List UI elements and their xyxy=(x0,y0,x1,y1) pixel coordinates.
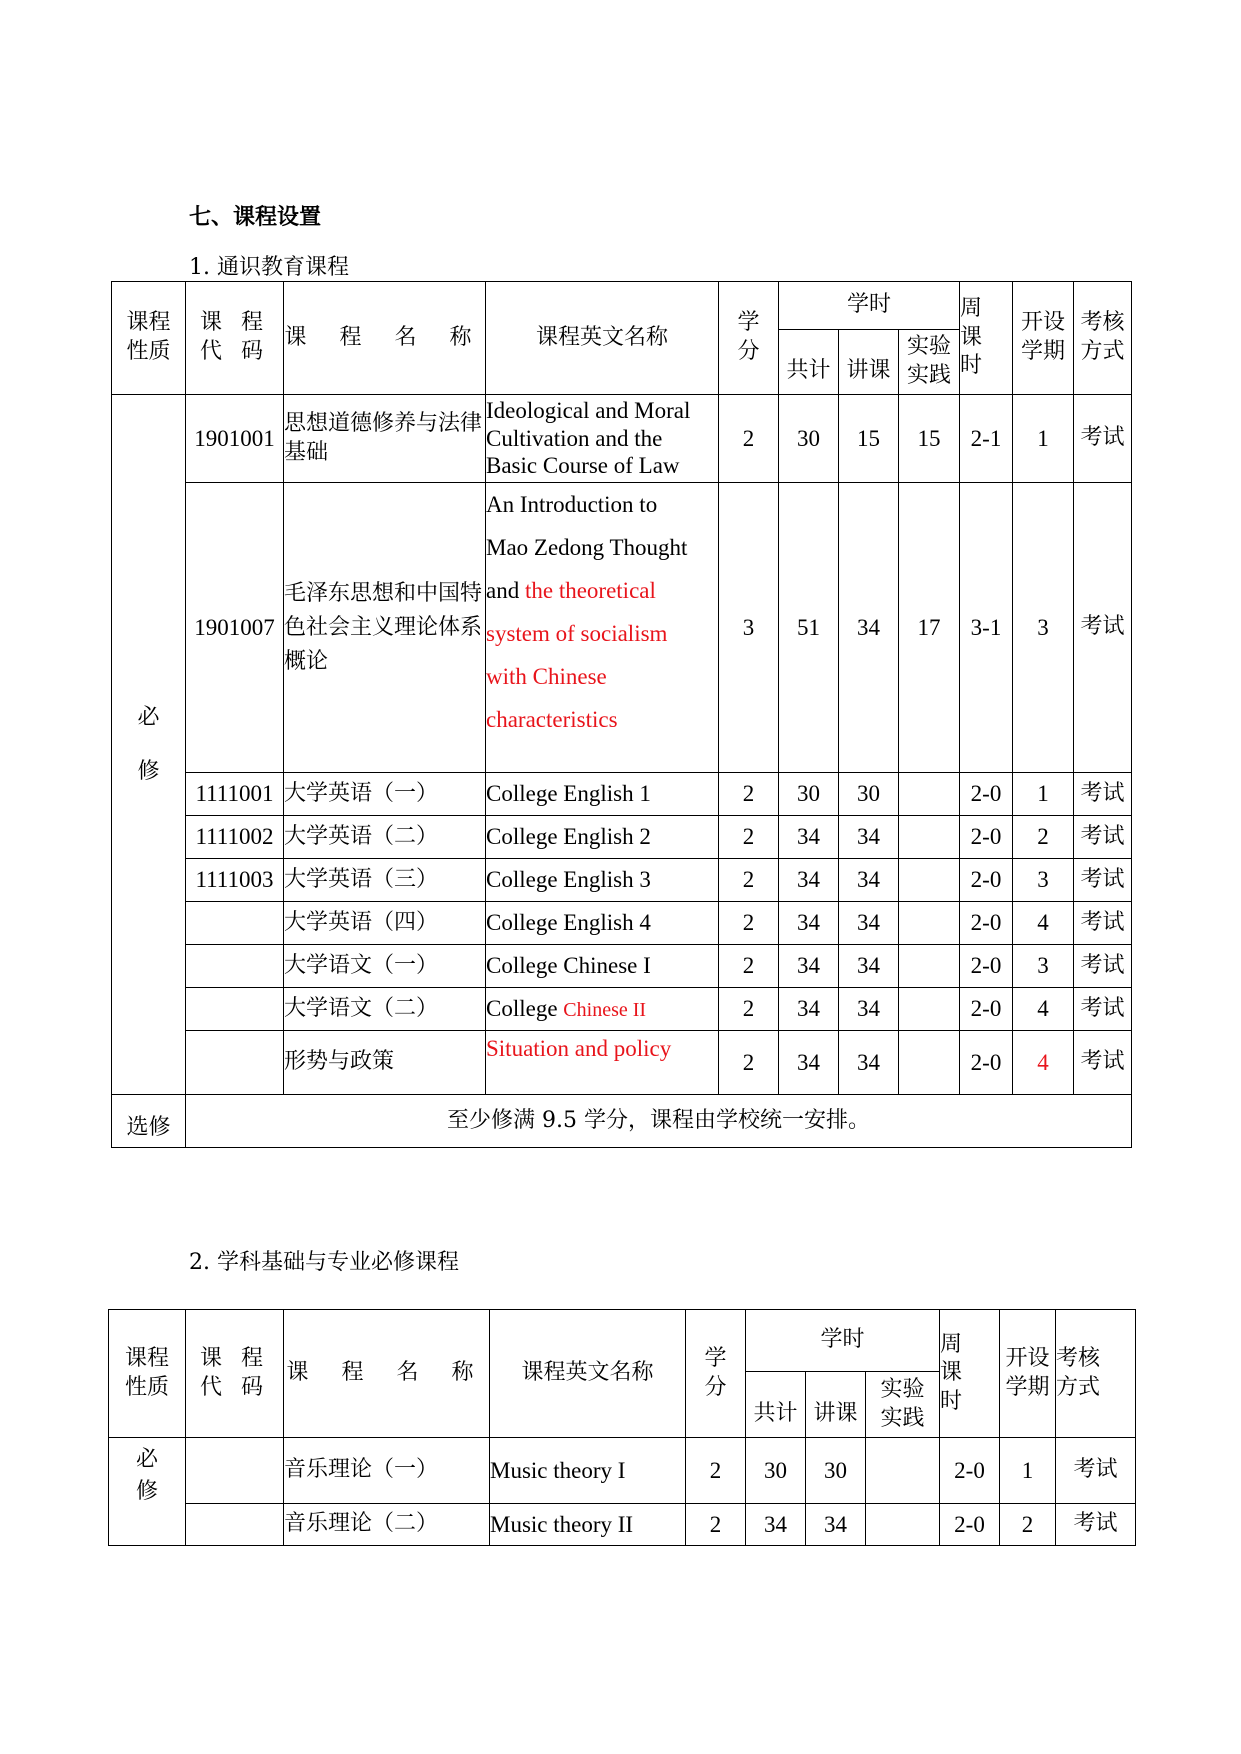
course-credit: 2 xyxy=(686,1438,746,1504)
course-total: 30 xyxy=(746,1438,806,1504)
table-row xyxy=(112,1031,1132,1095)
table-row xyxy=(112,395,1132,483)
table-row xyxy=(112,483,1132,773)
header-nature: 课程 性质 xyxy=(109,1310,186,1438)
course-weekly: 2-0 xyxy=(960,1031,1013,1095)
course-name: 思想道德修养与法律基础 xyxy=(284,395,486,483)
course-lab: 17 xyxy=(899,483,960,773)
course-code xyxy=(186,1438,284,1504)
course-name: 大学英语（一） xyxy=(284,773,486,816)
header-english: 课程英文名称 xyxy=(490,1310,686,1438)
course-total: 34 xyxy=(779,859,839,902)
course-credit: 2 xyxy=(719,773,779,816)
course-lab xyxy=(899,773,960,816)
header-lecture: 讲课 xyxy=(806,1372,866,1438)
course-credit: 2 xyxy=(719,395,779,483)
course-lecture: 34 xyxy=(839,988,899,1031)
course-english: Ideological and Moral Cultivation and the Basic Course of Law xyxy=(486,395,719,483)
course-semester: 3 xyxy=(1013,483,1074,773)
course-lab xyxy=(899,945,960,988)
course-semester: 1 xyxy=(1013,773,1074,816)
header-lab: 实验 实践 xyxy=(866,1372,940,1438)
table-row xyxy=(112,816,1132,859)
course-code: 1901001 xyxy=(186,395,284,483)
course-code: 1111001 xyxy=(186,773,284,816)
course-total: 34 xyxy=(779,988,839,1031)
header-total: 共计 xyxy=(779,330,839,395)
course-total: 34 xyxy=(779,945,839,988)
table-row xyxy=(112,773,1132,816)
course-total: 34 xyxy=(779,816,839,859)
course-lecture: 34 xyxy=(839,1031,899,1095)
course-weekly: 2-0 xyxy=(960,859,1013,902)
header-code: 课 程 代 码 xyxy=(186,1310,284,1438)
course-english: College English 3 xyxy=(486,859,719,902)
course-credit: 2 xyxy=(719,902,779,945)
course-semester: 2 xyxy=(1000,1504,1056,1546)
course-semester: 4 xyxy=(1013,902,1074,945)
course-lab xyxy=(899,859,960,902)
course-weekly: 2-0 xyxy=(960,816,1013,859)
course-english: Music theory I xyxy=(490,1438,686,1504)
course-total: 34 xyxy=(746,1504,806,1546)
course-name: 毛泽东思想和中国特色社会主义理论体系概论 xyxy=(284,483,486,773)
course-total: 30 xyxy=(779,773,839,816)
table-row xyxy=(112,859,1132,902)
header-exam: 考核 方式 xyxy=(1074,282,1132,395)
course-weekly: 2-0 xyxy=(960,988,1013,1031)
header-semester: 开设 学期 xyxy=(1000,1310,1056,1438)
course-english: College English 2 xyxy=(486,816,719,859)
course-code xyxy=(186,945,284,988)
course-semester: 3 xyxy=(1013,945,1074,988)
header-english: 课程英文名称 xyxy=(486,282,719,395)
course-total: 34 xyxy=(779,902,839,945)
table-row xyxy=(112,988,1132,1031)
header-credit: 学 分 xyxy=(719,282,779,395)
course-semester: 1 xyxy=(1000,1438,1056,1504)
course-exam: 考试 xyxy=(1056,1438,1136,1504)
course-lecture: 15 xyxy=(839,395,899,483)
course-weekly: 2-0 xyxy=(960,945,1013,988)
course-exam: 考试 xyxy=(1074,816,1132,859)
header-total: 共计 xyxy=(746,1372,806,1438)
course-lecture: 30 xyxy=(806,1438,866,1504)
header-weekly: 周 课 时 xyxy=(940,1310,1000,1438)
course-code xyxy=(186,902,284,945)
course-name: 大学英语（四） xyxy=(284,902,486,945)
course-english: College English 4 xyxy=(486,902,719,945)
course-code: 1111003 xyxy=(186,859,284,902)
course-lecture: 34 xyxy=(839,945,899,988)
header-nature: 课程 性质 xyxy=(112,282,186,395)
course-english: An Introduction to Mao Zedong Thought and the theoretical system of socialism with Chinese characteristics xyxy=(486,483,719,773)
course-lab xyxy=(899,816,960,859)
header-semester: 开设 学期 xyxy=(1013,282,1074,395)
table1-title: 1. 通识教育课程 xyxy=(189,255,349,280)
course-lecture: 34 xyxy=(806,1504,866,1546)
course-english: Music theory II xyxy=(490,1504,686,1546)
course-name: 音乐理论（一） xyxy=(284,1438,490,1504)
course-credit: 3 xyxy=(719,483,779,773)
course-semester: 1 xyxy=(1013,395,1074,483)
header-weekly: 周 课 时 xyxy=(960,282,1013,395)
course-code xyxy=(186,988,284,1031)
course-code: 1901007 xyxy=(186,483,284,773)
header-hours: 学时 xyxy=(746,1310,940,1372)
course-semester: 4 xyxy=(1013,1031,1074,1095)
elective-row xyxy=(112,1095,1132,1148)
course-name: 大学语文（一） xyxy=(284,945,486,988)
elective-label: 选修 xyxy=(112,1095,186,1148)
general-education-table xyxy=(111,281,1132,1148)
course-lab xyxy=(866,1504,940,1546)
table-row xyxy=(109,1438,1136,1504)
course-lab: 15 xyxy=(899,395,960,483)
header-lecture: 讲课 xyxy=(839,330,899,395)
course-credit: 2 xyxy=(719,988,779,1031)
course-credit: 2 xyxy=(719,1031,779,1095)
course-exam: 考试 xyxy=(1074,902,1132,945)
course-weekly: 2-0 xyxy=(940,1504,1000,1546)
course-name: 大学英语（二） xyxy=(284,816,486,859)
course-english: College English 1 xyxy=(486,773,719,816)
header-credit: 学 分 xyxy=(686,1310,746,1438)
required-label: 必 修 xyxy=(109,1438,186,1546)
course-name: 音乐理论（二） xyxy=(284,1504,490,1546)
header-hours: 学时 xyxy=(779,282,960,330)
course-lab xyxy=(899,1031,960,1095)
course-weekly: 2-0 xyxy=(940,1438,1000,1504)
course-exam: 考试 xyxy=(1074,395,1132,483)
course-weekly: 3-1 xyxy=(960,483,1013,773)
course-total: 51 xyxy=(779,483,839,773)
course-credit: 2 xyxy=(719,945,779,988)
course-exam: 考试 xyxy=(1056,1504,1136,1546)
course-credit: 2 xyxy=(719,816,779,859)
course-english: College Chinese I xyxy=(486,945,719,988)
course-lab xyxy=(866,1438,940,1504)
header-name: 课 程 名 称 xyxy=(284,1310,490,1438)
header-lab: 实验 实践 xyxy=(899,330,960,395)
course-lecture: 34 xyxy=(839,859,899,902)
course-exam: 考试 xyxy=(1074,1031,1132,1095)
required-label: 必 修 xyxy=(112,395,186,1095)
header-name: 课 程 名 称 xyxy=(284,282,486,395)
course-exam: 考试 xyxy=(1074,773,1132,816)
table2-title: 2. 学科基础与专业必修课程 xyxy=(189,1250,459,1275)
header-code: 课 程 代 码 xyxy=(186,282,284,395)
course-code: 1111002 xyxy=(186,816,284,859)
course-exam: 考试 xyxy=(1074,483,1132,773)
course-lecture: 34 xyxy=(839,902,899,945)
section-title: 七、课程设置 xyxy=(189,204,322,230)
header-exam: 考核 方式 xyxy=(1056,1310,1136,1438)
course-lab xyxy=(899,988,960,1031)
course-name: 大学语文（二） xyxy=(284,988,486,1031)
table-row xyxy=(112,902,1132,945)
table-row xyxy=(112,945,1132,988)
elective-note: 至少修满 9.5 学分，课程由学校统一安排。 xyxy=(186,1095,1132,1148)
course-exam: 考试 xyxy=(1074,988,1132,1031)
course-exam: 考试 xyxy=(1074,945,1132,988)
course-lecture: 30 xyxy=(839,773,899,816)
course-weekly: 2-0 xyxy=(960,773,1013,816)
course-english: College Chinese II xyxy=(486,988,719,1031)
course-semester: 4 xyxy=(1013,988,1074,1031)
course-name: 形势与政策 xyxy=(284,1031,486,1095)
course-code xyxy=(186,1504,284,1546)
course-english: Situation and policy xyxy=(486,1031,719,1095)
course-lecture: 34 xyxy=(839,816,899,859)
course-credit: 2 xyxy=(719,859,779,902)
major-required-table xyxy=(108,1309,1136,1546)
course-semester: 3 xyxy=(1013,859,1074,902)
course-code xyxy=(186,1031,284,1095)
table-row xyxy=(109,1504,1136,1546)
course-name: 大学英语（三） xyxy=(284,859,486,902)
course-exam: 考试 xyxy=(1074,859,1132,902)
course-weekly: 2-0 xyxy=(960,902,1013,945)
course-total: 34 xyxy=(779,1031,839,1095)
course-semester: 2 xyxy=(1013,816,1074,859)
course-total: 30 xyxy=(779,395,839,483)
course-lab xyxy=(899,902,960,945)
course-credit: 2 xyxy=(686,1504,746,1546)
course-weekly: 2-1 xyxy=(960,395,1013,483)
course-lecture: 34 xyxy=(839,483,899,773)
